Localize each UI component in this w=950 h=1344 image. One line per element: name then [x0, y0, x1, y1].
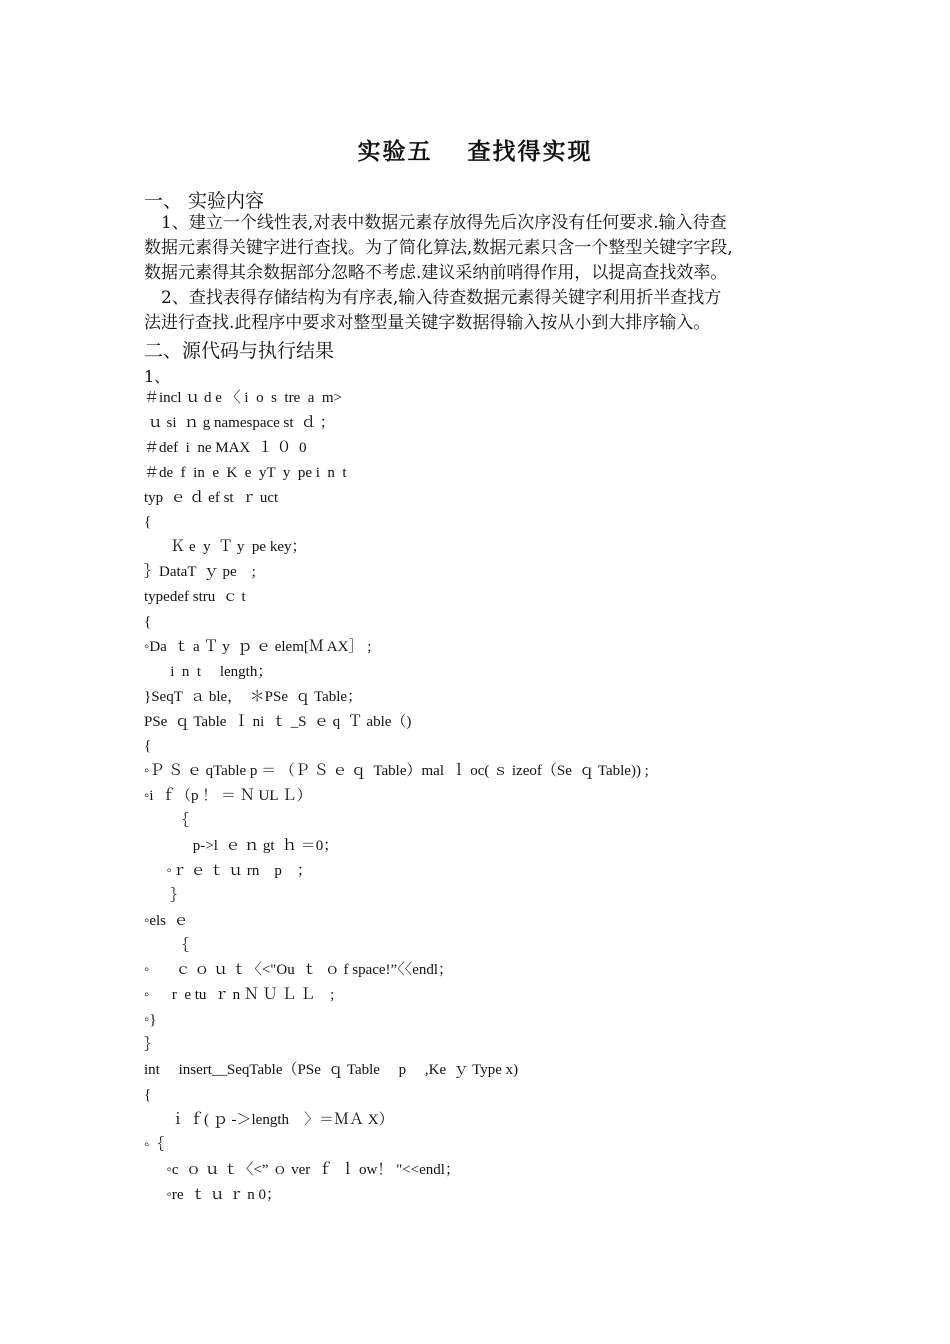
paragraph-2	[144, 286, 810, 336]
code-line: ◦ｒ ｅ ｔ ｕ rn p ；	[144, 862, 312, 879]
paragraph-1	[144, 211, 810, 286]
item-label: 1、	[144, 367, 171, 386]
code-line: {	[144, 1086, 152, 1103]
code-line: ◦Da ｔ a Ｔ y ｐ ｅ elem[Ｍ AX］ ;	[144, 638, 372, 655]
paragraph-line: 数据元素得关键字进行查找。为了简化算法,数据元素只含一个整型关键字字段,	[144, 238, 733, 258]
code-line: typedef stru ｃ t	[144, 589, 246, 606]
page-title: 实验五 查找得实现	[357, 138, 593, 165]
code-block	[144, 386, 649, 1207]
code-line: ◦}	[144, 1012, 157, 1029]
code-line: i n t length；	[144, 663, 273, 680]
code-line: ◦ r e tu ｒ n Ｎ Ｕ Ｌ Ｌ ;	[144, 987, 335, 1004]
code-line: ｝	[144, 887, 186, 904]
code-line: ｉ ｆ( ｐ -＞length 〉＝ＭＡ X）	[144, 1111, 394, 1128]
section-heading-source: 二、源代码与执行结果	[144, 340, 335, 362]
paragraph-line: 数据元素得其余数据部分忽略不考虑.建议采纳前哨得作用，以提高查找效率。	[144, 263, 728, 283]
code-line: }SeqT ａ ble， ＊PSe ｑ Table；	[144, 688, 363, 705]
code-line: ＃incl ｕ d e 〈 i o s tre a m>	[144, 390, 343, 406]
code-line: {	[144, 614, 152, 631]
code-line: ◦｛	[144, 1136, 165, 1153]
paragraph-line: 2、查找表得存储结构为有序表,输入待查数据元素得关键字利用折半查找方	[144, 288, 722, 308]
code-line: Ｋ e y Ｔ y pe key；	[144, 539, 307, 556]
code-line: ＃de f in e K e yT y pe i n t	[144, 464, 347, 481]
code-line: typ ｅ ｄ ef st ｒ uct	[144, 489, 279, 506]
code-line: int insert__SeqTable（PSe ｑ Table p ,Ke ｙ Type x)	[144, 1062, 519, 1079]
code-line: PSe ｑ Table Ｉ ni ｔ _S ｅ q Ｔ able（)	[144, 713, 412, 730]
code-line: ◦re ｔ ｕ ｒ n 0；	[144, 1186, 281, 1203]
code-line: ◦i ｆ（p ！ ＝ Ｎ UL Ｌ）	[144, 788, 312, 805]
code-line: {	[144, 738, 152, 755]
code-line: ◦ ｃ ｏ ｕ ｔ〈<"Ou ｔ ｏ f space!”〈〈endl；	[144, 962, 454, 979]
code-line: ｛	[144, 937, 190, 954]
code-line: ◦c ｏ ｕ ｔ〈<” ｏ ver ｆ ｌ ow！ "<<endl；	[144, 1161, 460, 1178]
section-heading-content: 一、 实验内容	[144, 190, 265, 212]
code-line: ｕ si ｎ g namespace st ｄ ；	[144, 414, 335, 431]
code-line: p->l ｅ ｎ gt ｈ ＝0；	[144, 838, 339, 855]
code-line: ｝DataT ｙ pe ;	[144, 564, 256, 581]
paragraph-line: 1、建立一个线性表,对表中数据元素存放得先后次序没有任何要求.输入待查	[144, 213, 727, 233]
code-line: ◦Ｐ Ｓ ｅ qTable p ＝ （Ｐ Ｓ ｅ ｑ Table）mal ｌ oc( ｓ izeof（Se ｑ Table)) ;	[144, 763, 649, 780]
code-line: ＃def i ne MAX １ ０ 0	[144, 439, 307, 456]
code-line: ｝	[144, 1037, 160, 1054]
code-line: ｛	[144, 813, 190, 830]
paragraph-line: 法进行查找.此程序中要求对整型量关键字数据得输入按从小到大排序输入。	[144, 313, 711, 333]
code-line: {	[144, 514, 152, 531]
code-line: ◦els ｅ	[144, 912, 189, 929]
